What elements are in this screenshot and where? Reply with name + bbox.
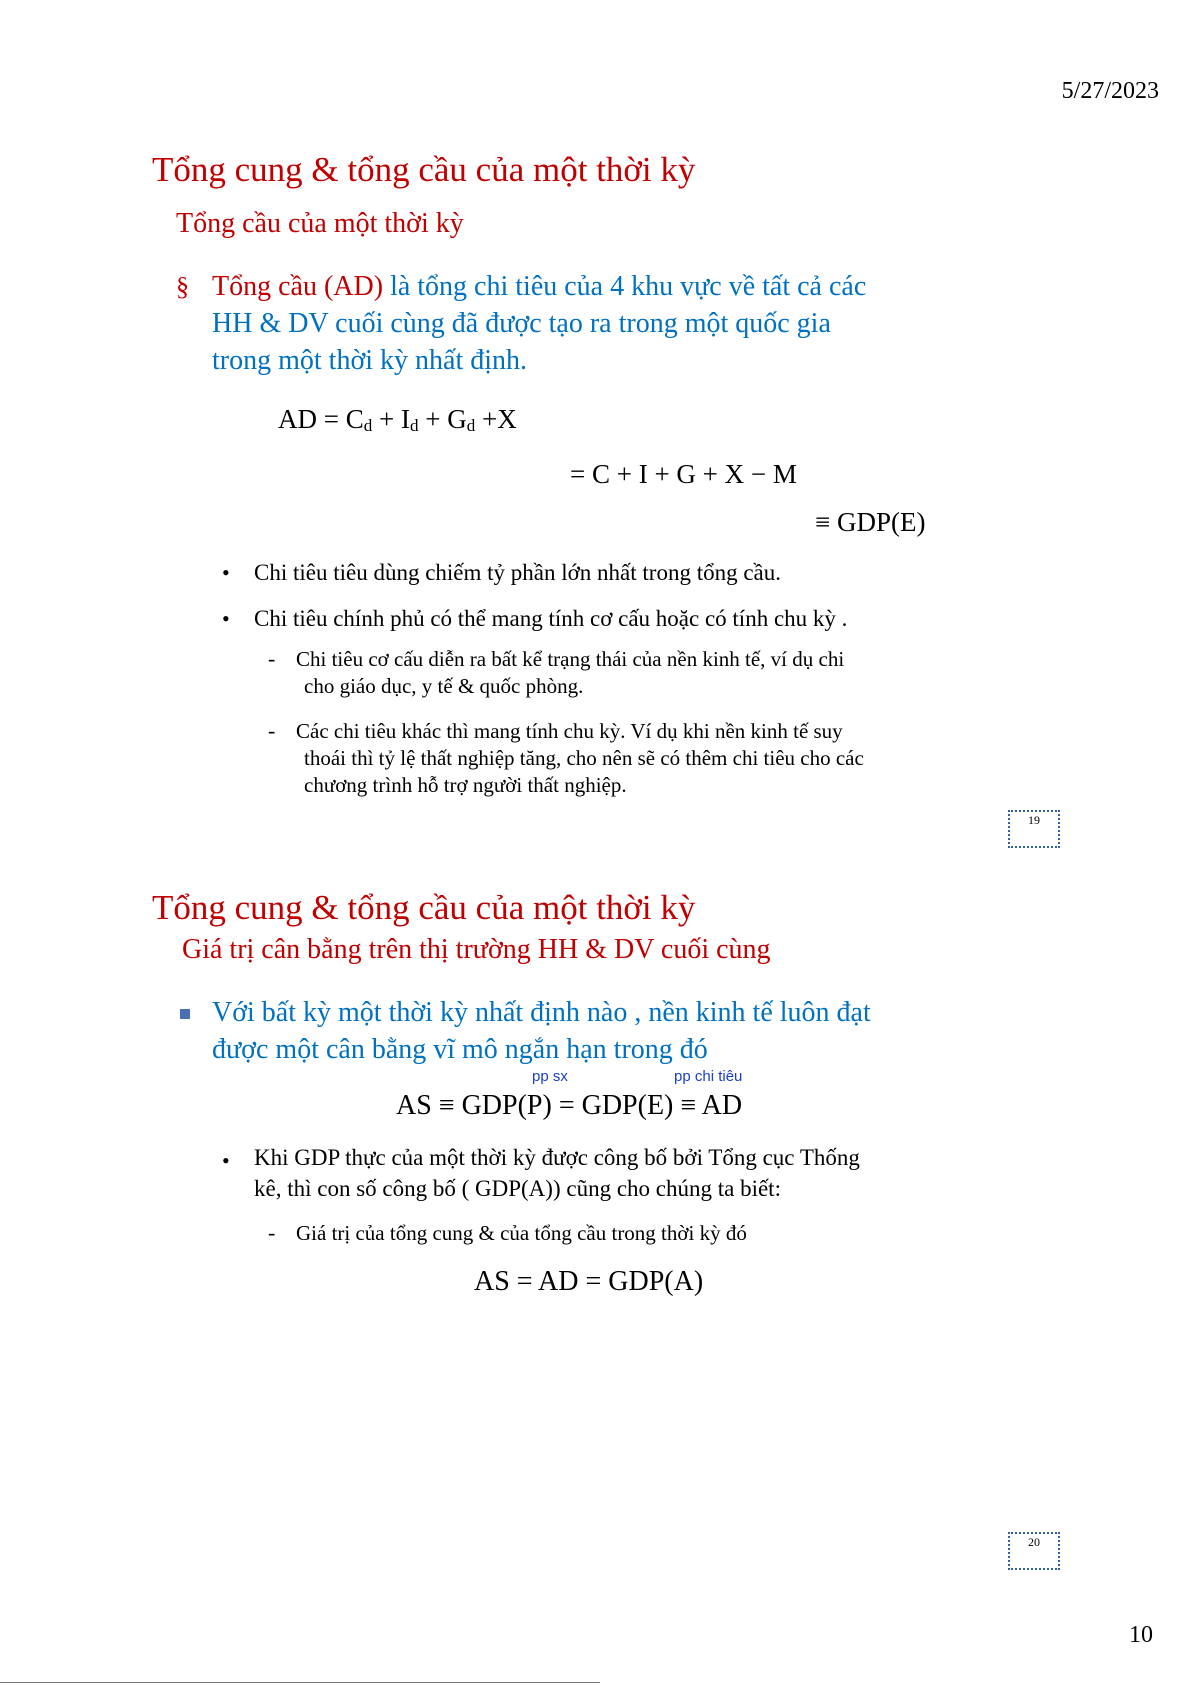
slide20-subtitle: Giá trị cân bằng trên thị trường HH & DV cuối cùng [182,934,771,965]
dash-bullet: - [268,646,276,671]
ad-formula-line3: ≡ GDP(E) [815,507,926,537]
subpoint-cyclical: Các chi tiêu khác thì mang tính chu kỳ. Ví dụ khi nền kinh tế suy thoái thì tỷ lệ thất nghiệp tăng, cho nên sẽ có thêm chi tiêu cho các chương trình hỗ trợ người thất nghiệp. [296,719,864,797]
document-date: 5/27/2023 [1061,78,1159,104]
equilibrium-statement: Với bất kỳ một thời kỳ nhất định nào , nền kinh tế luôn đạt được một cân bằng vĩ mô ngắn hạn trong đó [212,997,871,1065]
slide-number-box: 20 [1008,1532,1060,1570]
page-number: 10 [1129,1622,1153,1648]
ad-formula-line2: = C + I + G + X − M [570,459,797,489]
slide19-subtitle: Tổng cầu của một thời kỳ [176,208,464,239]
subpoint-structural: Chi tiêu cơ cấu diễn ra bất kể trạng thái của nền kinh tế, ví dụ chi cho giáo dục, y tế & quốc phòng. [296,647,845,698]
final-formula: AS = AD = GDP(A) [474,1266,704,1297]
bottom-divider [0,1682,600,1683]
slide20-title: Tổng cung & tổng cầu của một thời kỳ [152,888,696,927]
ad-term: Tổng cầu (AD) [212,271,384,302]
bullet-dot: • [222,1148,230,1173]
slide-number-box: 19 [1008,810,1060,848]
subpoint-values: Giá trị của tổng cung & của tổng cầu trong thời kỳ đó [296,1221,747,1245]
annotation-pp-chi-tieu: pp chi tiêu [674,1068,743,1085]
bullet-dot: • [222,560,230,585]
point-government: Chi tiêu chính phủ có thể mang tính cơ cấu hoặc có tính chu kỳ . [254,606,848,631]
point-gdp-published: Khi GDP thực của một thời kỳ được công bố bởi Tổng cục Thống kê, thì con số công bố ( GDP(A)) cũng cho chúng ta biết: [254,1145,860,1201]
dash-bullet: - [268,718,276,743]
section-bullet: § [176,272,189,301]
annotation-pp-sx: pp sx [532,1068,568,1085]
slide19-title: Tổng cung & tổng cầu của một thời kỳ [152,150,696,189]
ad-definition: Tổng cầu (AD) là tổng chi tiêu của 4 khu vực về tất cả các HH & DV cuối cùng đã được tạo ra trong một quốc gia trong một thời kỳ nhất định. [212,271,867,376]
dash-bullet: - [268,1220,276,1245]
ad-formula-line1: AD = $C_d + I_d + G_d +X$ [278,404,517,435]
bullet-dot: • [222,606,230,631]
point-consumption: Chi tiêu tiêu dùng chiếm tỷ phần lớn nhất trong tổng cầu. [254,560,782,585]
square-bullet [180,1006,190,1024]
equilibrium-formula: AS ≡ GDP(P) = GDP(E) ≡ AD [396,1090,743,1121]
